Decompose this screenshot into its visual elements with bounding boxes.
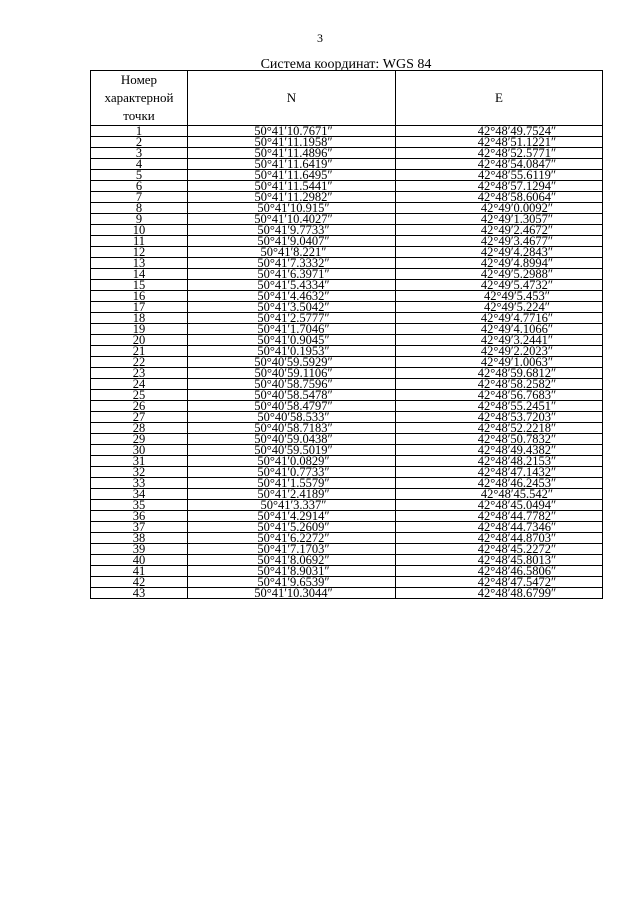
table-row [91, 522, 603, 533]
e-coordinate-cell: 42°48′46.5806″ [396, 566, 603, 577]
header-n: N [188, 71, 396, 126]
e-coordinate-cell: 42°49′0.0092″ [396, 203, 603, 214]
point-number-cell: 13 [91, 258, 188, 269]
point-number-cell: 22 [91, 357, 188, 368]
e-coordinate-cell: 42°48′51.1221″ [396, 137, 603, 148]
table-row [91, 379, 603, 390]
table-row [91, 588, 603, 599]
point-number-cell: 20 [91, 335, 188, 346]
coordinates-table [90, 70, 603, 599]
n-coordinate-cell: 50°41′2.5777″ [188, 313, 396, 324]
e-coordinate-cell: 42°49′5.224″ [396, 302, 603, 313]
point-number-cell: 4 [91, 159, 188, 170]
n-coordinate-cell: 50°40′58.4797″ [188, 401, 396, 412]
table-row [91, 181, 603, 192]
table-row [91, 225, 603, 236]
point-number-cell: 36 [91, 511, 188, 522]
point-number-cell: 2 [91, 137, 188, 148]
e-coordinate-cell: 42°49′5.453″ [396, 291, 603, 302]
n-coordinate-cell: 50°41′8.9031″ [188, 566, 396, 577]
n-coordinate-cell: 50°41′8.221″ [188, 247, 396, 258]
e-coordinate-cell: 42°49′4.2843″ [396, 247, 603, 258]
e-coordinate-cell: 42°49′5.2988″ [396, 269, 603, 280]
n-coordinate-cell: 50°41′0.7733″ [188, 467, 396, 478]
n-coordinate-cell: 50°40′58.5478″ [188, 390, 396, 401]
point-number-cell: 37 [91, 522, 188, 533]
n-coordinate-cell: 50°41′4.2914″ [188, 511, 396, 522]
table-row [91, 291, 603, 302]
point-number-cell: 25 [91, 390, 188, 401]
n-coordinate-cell: 50°41′9.6539″ [188, 577, 396, 588]
table-row [91, 467, 603, 478]
table-row [91, 511, 603, 522]
n-coordinate-cell: 50°40′59.0438″ [188, 434, 396, 445]
e-coordinate-cell: 42°48′44.7346″ [396, 522, 603, 533]
n-coordinate-cell: 50°41′10.7671″ [188, 126, 396, 137]
table-row [91, 445, 603, 456]
table-row [91, 258, 603, 269]
n-coordinate-cell: 50°41′8.0692″ [188, 555, 396, 566]
e-coordinate-cell: 42°48′49.7524″ [396, 126, 603, 137]
e-coordinate-cell: 42°49′1.0063″ [396, 357, 603, 368]
e-coordinate-cell: 42°48′52.5771″ [396, 148, 603, 159]
e-coordinate-cell: 42°48′44.7782″ [396, 511, 603, 522]
table-row [91, 126, 603, 137]
point-number-cell: 5 [91, 170, 188, 181]
table-header-row [91, 71, 603, 126]
e-coordinate-cell: 42°48′45.8013″ [396, 555, 603, 566]
point-number-cell: 39 [91, 544, 188, 555]
n-coordinate-cell: 50°41′7.1703″ [188, 544, 396, 555]
n-coordinate-cell: 50°40′58.533″ [188, 412, 396, 423]
point-number-cell: 6 [91, 181, 188, 192]
point-number-cell: 12 [91, 247, 188, 258]
e-coordinate-cell: 42°48′55.2451″ [396, 401, 603, 412]
e-coordinate-cell: 42°48′50.7832″ [396, 434, 603, 445]
n-coordinate-cell: 50°40′58.7183″ [188, 423, 396, 434]
e-coordinate-cell: 42°48′46.2453″ [396, 478, 603, 489]
point-number-cell: 18 [91, 313, 188, 324]
n-coordinate-cell: 50°41′11.6495″ [188, 170, 396, 181]
e-coordinate-cell: 42°48′57.1294″ [396, 181, 603, 192]
e-coordinate-cell: 42°48′47.5472″ [396, 577, 603, 588]
point-number-cell: 28 [91, 423, 188, 434]
table-row [91, 269, 603, 280]
n-coordinate-cell: 50°41′0.0829″ [188, 456, 396, 467]
point-number-cell: 42 [91, 577, 188, 588]
point-number-cell: 10 [91, 225, 188, 236]
table-row [91, 555, 603, 566]
n-coordinate-cell: 50°41′10.4027″ [188, 214, 396, 225]
e-coordinate-cell: 42°48′58.6064″ [396, 192, 603, 203]
point-number-cell: 30 [91, 445, 188, 456]
table-body [91, 126, 603, 599]
n-coordinate-cell: 50°40′59.5929″ [188, 357, 396, 368]
table-row [91, 192, 603, 203]
e-coordinate-cell: 42°48′59.6812″ [396, 368, 603, 379]
n-coordinate-cell: 50°41′11.4896″ [188, 148, 396, 159]
n-coordinate-cell: 50°41′5.4334″ [188, 280, 396, 291]
e-coordinate-cell: 42°49′2.2023″ [396, 346, 603, 357]
table-row [91, 500, 603, 511]
table-row [91, 313, 603, 324]
e-coordinate-cell: 42°48′48.6799″ [396, 588, 603, 599]
point-number-cell: 1 [91, 126, 188, 137]
n-coordinate-cell: 50°41′1.5579″ [188, 478, 396, 489]
n-coordinate-cell: 50°40′59.5019″ [188, 445, 396, 456]
e-coordinate-cell: 42°49′4.7716″ [396, 313, 603, 324]
n-coordinate-cell: 50°40′58.7596″ [188, 379, 396, 390]
point-number-cell: 35 [91, 500, 188, 511]
point-number-cell: 15 [91, 280, 188, 291]
point-number-cell: 32 [91, 467, 188, 478]
n-coordinate-cell: 50°41′6.3971″ [188, 269, 396, 280]
table-row [91, 390, 603, 401]
e-coordinate-cell: 42°48′47.1432″ [396, 467, 603, 478]
e-coordinate-cell: 42°48′45.2272″ [396, 544, 603, 555]
table-row [91, 170, 603, 181]
n-coordinate-cell: 50°41′11.5441″ [188, 181, 396, 192]
table-row [91, 335, 603, 346]
n-coordinate-cell: 50°41′11.6419″ [188, 159, 396, 170]
point-number-cell: 31 [91, 456, 188, 467]
n-coordinate-cell: 50°41′4.4632″ [188, 291, 396, 302]
table-row [91, 478, 603, 489]
n-coordinate-cell: 50°41′5.2609″ [188, 522, 396, 533]
coordinate-system-title: Система координат: WGS 84 [260, 57, 432, 72]
table-row [91, 489, 603, 500]
table-row [91, 346, 603, 357]
table-row [91, 236, 603, 247]
e-coordinate-cell: 42°49′4.8994″ [396, 258, 603, 269]
point-number-cell: 27 [91, 412, 188, 423]
point-number-cell: 7 [91, 192, 188, 203]
point-number-cell: 14 [91, 269, 188, 280]
point-number-cell: 19 [91, 324, 188, 335]
e-coordinate-cell: 42°49′2.4672″ [396, 225, 603, 236]
e-coordinate-cell: 42°48′53.7203″ [396, 412, 603, 423]
point-number-cell: 41 [91, 566, 188, 577]
point-number-cell: 26 [91, 401, 188, 412]
n-coordinate-cell: 50°41′0.9045″ [188, 335, 396, 346]
n-coordinate-cell: 50°41′6.2272″ [188, 533, 396, 544]
point-number-cell: 33 [91, 478, 188, 489]
table-row [91, 456, 603, 467]
table-row [91, 412, 603, 423]
header-point-number: Номер характерной точки [91, 71, 188, 126]
point-number-cell: 8 [91, 203, 188, 214]
table-row [91, 423, 603, 434]
table-row [91, 148, 603, 159]
e-coordinate-cell: 42°48′48.2153″ [396, 456, 603, 467]
point-number-cell: 16 [91, 291, 188, 302]
point-number-cell: 43 [91, 588, 188, 599]
table-row [91, 544, 603, 555]
e-coordinate-cell: 42°49′3.4677″ [396, 236, 603, 247]
point-number-cell: 38 [91, 533, 188, 544]
page-number: 3 [317, 31, 323, 45]
e-coordinate-cell: 42°48′44.8703″ [396, 533, 603, 544]
table-row [91, 280, 603, 291]
point-number-cell: 21 [91, 346, 188, 357]
e-coordinate-cell: 42°49′3.2441″ [396, 335, 603, 346]
n-coordinate-cell: 50°41′3.5042″ [188, 302, 396, 313]
n-coordinate-cell: 50°41′7.3332″ [188, 258, 396, 269]
n-coordinate-cell: 50°41′3.337″ [188, 500, 396, 511]
table-row [91, 324, 603, 335]
table-row [91, 203, 603, 214]
e-coordinate-cell: 42°48′45.0494″ [396, 500, 603, 511]
n-coordinate-cell: 50°41′0.1953″ [188, 346, 396, 357]
e-coordinate-cell: 42°48′58.2582″ [396, 379, 603, 390]
table-row [91, 247, 603, 258]
point-number-cell: 40 [91, 555, 188, 566]
e-coordinate-cell: 42°48′54.0847″ [396, 159, 603, 170]
n-coordinate-cell: 50°41′1.7046″ [188, 324, 396, 335]
table-row [91, 368, 603, 379]
table-row [91, 357, 603, 368]
table-row [91, 159, 603, 170]
table-row [91, 401, 603, 412]
table-row [91, 566, 603, 577]
point-number-cell: 17 [91, 302, 188, 313]
table-row [91, 577, 603, 588]
table-row [91, 302, 603, 313]
n-coordinate-cell: 50°41′11.1958″ [188, 137, 396, 148]
e-coordinate-cell: 42°49′5.4732″ [396, 280, 603, 291]
table-row [91, 214, 603, 225]
point-number-cell: 11 [91, 236, 188, 247]
e-coordinate-cell: 42°48′52.2218″ [396, 423, 603, 434]
e-coordinate-cell: 42°49′4.1066″ [396, 324, 603, 335]
e-coordinate-cell: 42°48′49.4382″ [396, 445, 603, 456]
n-coordinate-cell: 50°41′2.4189″ [188, 489, 396, 500]
e-coordinate-cell: 42°48′56.7683″ [396, 390, 603, 401]
header-e: E [396, 71, 603, 126]
point-number-cell: 23 [91, 368, 188, 379]
n-coordinate-cell: 50°41′9.0407″ [188, 236, 396, 247]
point-number-cell: 34 [91, 489, 188, 500]
n-coordinate-cell: 50°41′10.3044″ [188, 588, 396, 599]
n-coordinate-cell: 50°41′11.2982″ [188, 192, 396, 203]
n-coordinate-cell: 50°41′10.915″ [188, 203, 396, 214]
point-number-cell: 3 [91, 148, 188, 159]
n-coordinate-cell: 50°41′9.7733″ [188, 225, 396, 236]
point-number-cell: 29 [91, 434, 188, 445]
n-coordinate-cell: 50°40′59.1106″ [188, 368, 396, 379]
e-coordinate-cell: 42°49′1.3057″ [396, 214, 603, 225]
table-row [91, 533, 603, 544]
e-coordinate-cell: 42°48′55.6119″ [396, 170, 603, 181]
table-row [91, 434, 603, 445]
point-number-cell: 9 [91, 214, 188, 225]
e-coordinate-cell: 42°48′45.542″ [396, 489, 603, 500]
table-row [91, 137, 603, 148]
point-number-cell: 24 [91, 379, 188, 390]
